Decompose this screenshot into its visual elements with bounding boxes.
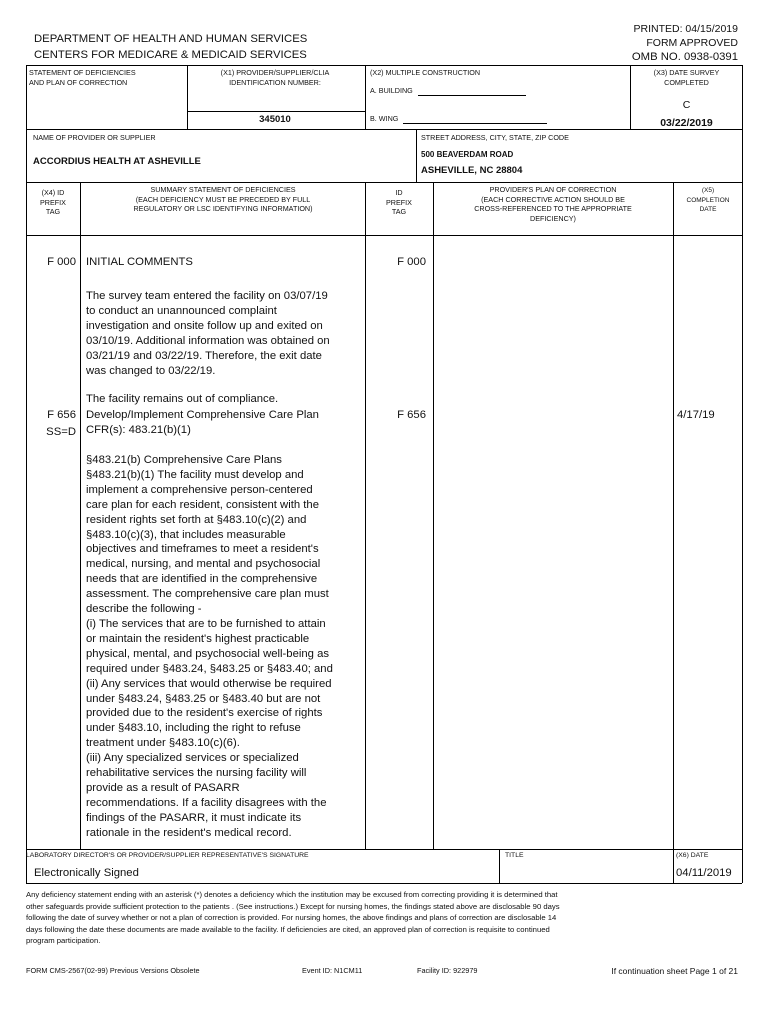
- initial-comments-heading: INITIAL COMMENTS: [86, 256, 193, 268]
- x1-divider: [187, 65, 188, 129]
- building-field: [370, 86, 526, 96]
- scope-severity: SS=D: [46, 426, 76, 438]
- completion-date: 4/17/19: [677, 409, 715, 421]
- signature-top-rule: [26, 849, 742, 850]
- signature-value: Electronically Signed: [34, 867, 139, 879]
- summary-header: SUMMARY STATEMENT OF DEFICIENCIES (EACH DEFICIENCY MUST BE PRECEDED BY FULL REGULATORY OR LSC IDENTIFYING INFORMATION): [133, 185, 313, 213]
- signature-date: 04/11/2019: [676, 867, 732, 879]
- id-f656: F 656: [397, 409, 426, 421]
- address-label: STREET ADDRESS, CITY, STATE, ZIP CODE: [421, 133, 569, 142]
- col-plan-divider: [673, 182, 674, 849]
- x2-label: (X2) MULTIPLE CONSTRUCTION: [370, 68, 481, 77]
- id-header: ID PREFIX TAG: [386, 188, 412, 216]
- building-label: A. BUILDING: [370, 86, 413, 95]
- x1-inner-rule: [187, 111, 365, 112]
- date-label: (X6) DATE: [676, 852, 709, 859]
- form-approved: FORM APPROVED: [646, 37, 738, 49]
- survey-code: C: [682, 99, 691, 111]
- survey-completed-date: 03/22/2019: [660, 117, 713, 129]
- x5-header: (X5) COMPLETION DATE: [686, 187, 730, 213]
- x2-divider: [365, 65, 366, 129]
- agency-title: CENTERS FOR MEDICARE & MEDICAID SERVICES: [34, 49, 307, 61]
- building-blank: [418, 95, 526, 96]
- provider-name: ACCORDIUS HEALTH AT ASHEVILLE: [33, 156, 201, 167]
- address-line1: 500 BEAVERDAM ROAD: [421, 150, 514, 159]
- event-id: Event ID: N1CM11: [302, 966, 363, 975]
- title-divider: [499, 849, 500, 883]
- left-border: [26, 65, 27, 883]
- title-label: TITLE: [505, 852, 524, 859]
- signature-bottom-rule: [26, 883, 742, 884]
- x4-header: (X4) ID PREFIX TAG: [40, 188, 66, 216]
- x3-divider: [630, 65, 631, 129]
- form-number: FORM CMS-2567(02-99) Previous Versions Obsolete: [26, 966, 200, 975]
- department-title: DEPARTMENT OF HEALTH AND HUMAN SERVICES: [34, 33, 308, 45]
- compliance-sentence: The facility remains out of compliance.: [86, 393, 279, 405]
- col-x4-divider: [80, 182, 81, 849]
- care-plan-heading: Develop/Implement Comprehensive Care Plan CFR(s): 483.21(b)(1): [86, 409, 319, 436]
- statement-label: STATEMENT OF DEFICIENCIES AND PLAN OF CORRECTION: [29, 68, 136, 87]
- column-header-top-rule: [26, 182, 742, 183]
- wing-field: [370, 114, 547, 124]
- id-f000: F 000: [397, 256, 426, 268]
- signature-label: LABORATORY DIRECTOR'S OR PROVIDER/SUPPLIER REPRESENTATIVE'S SIGNATURE: [26, 852, 309, 859]
- printed-date: PRINTED: 04/15/2019: [633, 23, 738, 35]
- right-border: [742, 65, 743, 883]
- plan-header: PROVIDER'S PLAN OF CORRECTION (EACH CORRECTIVE ACTION SHOULD BE CROSS-REFERENCED TO THE APPROPRIATE DEFICIENCY): [474, 185, 632, 223]
- wing-blank: [403, 123, 547, 124]
- x1-label: (X1) PROVIDER/SUPPLIER/CLIA IDENTIFICATION NUMBER:: [220, 68, 330, 87]
- tag-f000: F 000: [47, 256, 76, 268]
- x3-label: (X3) DATE SURVEY COMPLETED: [653, 68, 720, 87]
- regulation-text: §483.21(b) Comprehensive Care Plans §483.21(b)(1) The facility must develop and implement a comprehensive person-centered care plan for each resident, consistent with the resident rights set forth at §483.10(c)(2) and §483.10(c)(3), that includes measurable objectives and timeframes to meet a resident's medical, nursing, and mental and psychosocial needs that are identified in the comprehensive assessment. The comprehensive care plan must describe the following - (i) The services that are to be furnished to attain or maintain the resident's highest practicable physical, mental, and psychosocial well-being as required under §483.24, §483.25 or §483.40; and (ii) Any services that would otherwise be required under §483.24, §483.25 or §483.40 but are not provided due to the resident's exercise of rights under §483.10, including the right to refuse treatment under §483.10(c)(6). (iii) Any specialized services or specialized rehabilitative services the nursing facility will provide as a result of PASARR recommendations. If a facility disagrees with the findings of the PASARR, it must indicate its rationale in the resident's medical record.: [86, 454, 333, 839]
- disclaimer-text: Any deficiency statement ending with an asterisk (*) denotes a deficiency which the institution may be excused from correcting providing it is determined that other safeguards provide sufficient protection to the patients . (See instructions.) Except for nursing homes, the findings stated above are disclosable 90 days following the date of survey whether or not a plan of correction is provided. For nursing homes, the above findings and plans of correction are disclosable 14 days following the date these documents are made available to the facility. If deficiencies are cited, an approved plan of correction is requisite to continued program participation.: [26, 890, 560, 945]
- page-number: If continuation sheet Page 1 of 21: [611, 966, 738, 976]
- survey-paragraph: The survey team entered the facility on 03/07/19 to conduct an unannounced complaint investigation and onsite follow up and exited on 03/10/19. Additional information was obtained on 03/21/19 and 03/22/19. Therefore, the exit date was changed to 03/22/19.: [86, 290, 330, 377]
- wing-label: B. WING: [370, 114, 399, 123]
- provider-name-label: NAME OF PROVIDER OR SUPPLIER: [33, 133, 156, 142]
- tag-f656: F 656: [47, 409, 76, 421]
- column-header-bottom-rule: [26, 235, 742, 236]
- box-top-rule: [26, 65, 742, 66]
- col-id-divider: [433, 182, 434, 849]
- provider-number: 345010: [259, 114, 291, 125]
- omb-number: OMB NO. 0938-0391: [631, 51, 738, 63]
- date-divider: [673, 849, 674, 883]
- address-divider: [416, 129, 417, 182]
- address-line2: ASHEVILLE, NC 28804: [421, 165, 523, 176]
- facility-id: Facility ID: 922979: [417, 966, 478, 975]
